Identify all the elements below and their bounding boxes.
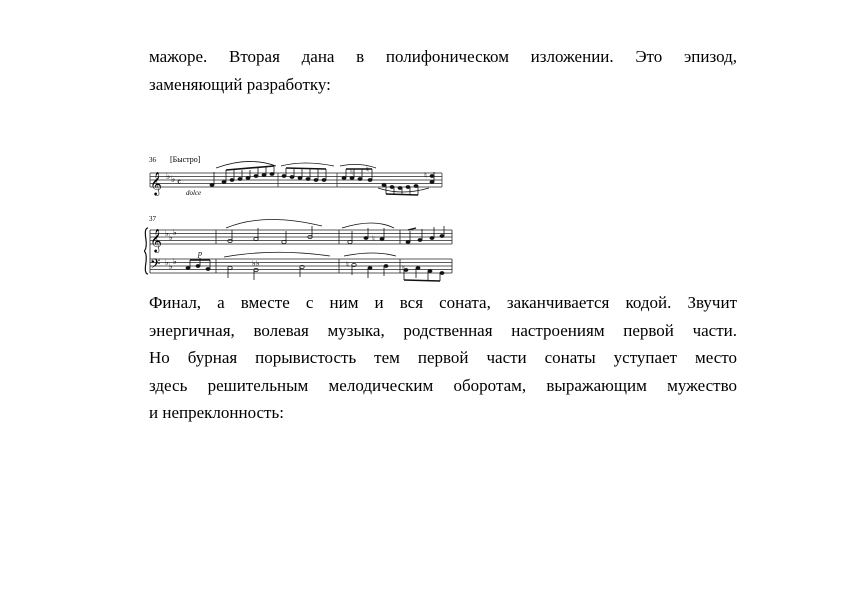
tempo-marking: [Быстро] — [170, 155, 201, 164]
key-signature — [165, 228, 177, 271]
brace-icon — [144, 228, 148, 274]
treble-clef-icon: 𝄞 — [150, 173, 162, 195]
notes-staff-2 — [226, 219, 444, 243]
text-line: и непреклонность: — [149, 403, 284, 422]
time-signature-icon: 𝄴 — [177, 177, 182, 187]
svg-text:♭: ♭ — [165, 258, 169, 267]
text-line: Но бурная порывистость тем первой части сонаты уступает место — [149, 348, 737, 367]
measure-number-label: 36 — [149, 156, 156, 164]
flat-icon: ♭ — [166, 171, 171, 181]
text-line: мажоре. Вторая дана в полифоническом изложении. Это эпизод, — [149, 47, 737, 66]
music-notation-image — [144, 152, 460, 282]
svg-text:♮: ♮ — [350, 168, 353, 177]
svg-text:♮: ♮ — [402, 264, 405, 273]
svg-text:♭: ♭ — [169, 262, 173, 271]
dynamic-marking: dolce — [186, 189, 202, 197]
text-line: Финал, а вместе с ним и вся соната, заканчивается кодой. Звучит — [149, 293, 737, 312]
paragraph-1 — [149, 43, 737, 98]
staff-1 — [150, 173, 442, 187]
text-line: энергичная, волевая музыка, родственная настроениям первой части. — [149, 320, 737, 340]
svg-text:♮: ♮ — [346, 260, 349, 269]
paragraph-2 — [149, 289, 737, 427]
treble-clef-icon: 𝄞 — [150, 230, 162, 252]
flat-icon: ♭ — [171, 174, 176, 184]
svg-text:♭♭: ♭♭ — [252, 259, 260, 268]
dynamic-marking: p — [198, 249, 202, 258]
svg-text:♭: ♭ — [173, 257, 177, 266]
barlines — [150, 230, 452, 273]
bass-clef-icon: 𝄢 — [150, 258, 161, 275]
music-score-excerpt — [144, 152, 460, 282]
text-line: заменяющий разработку: — [149, 74, 331, 94]
measure-number-label: 37 — [149, 215, 156, 223]
svg-text:♮: ♮ — [372, 234, 375, 243]
svg-text:♭: ♭ — [169, 233, 173, 242]
text-line: здесь решительным мелодическим оборотам, выражающим мужество — [149, 375, 737, 395]
notes-staff-1 — [210, 161, 434, 195]
svg-text:♮: ♮ — [424, 171, 427, 180]
svg-text:♭: ♭ — [173, 228, 177, 237]
svg-text:♮: ♮ — [366, 165, 369, 174]
notes-staff-3 — [186, 252, 444, 281]
svg-text:♭: ♭ — [165, 229, 169, 238]
